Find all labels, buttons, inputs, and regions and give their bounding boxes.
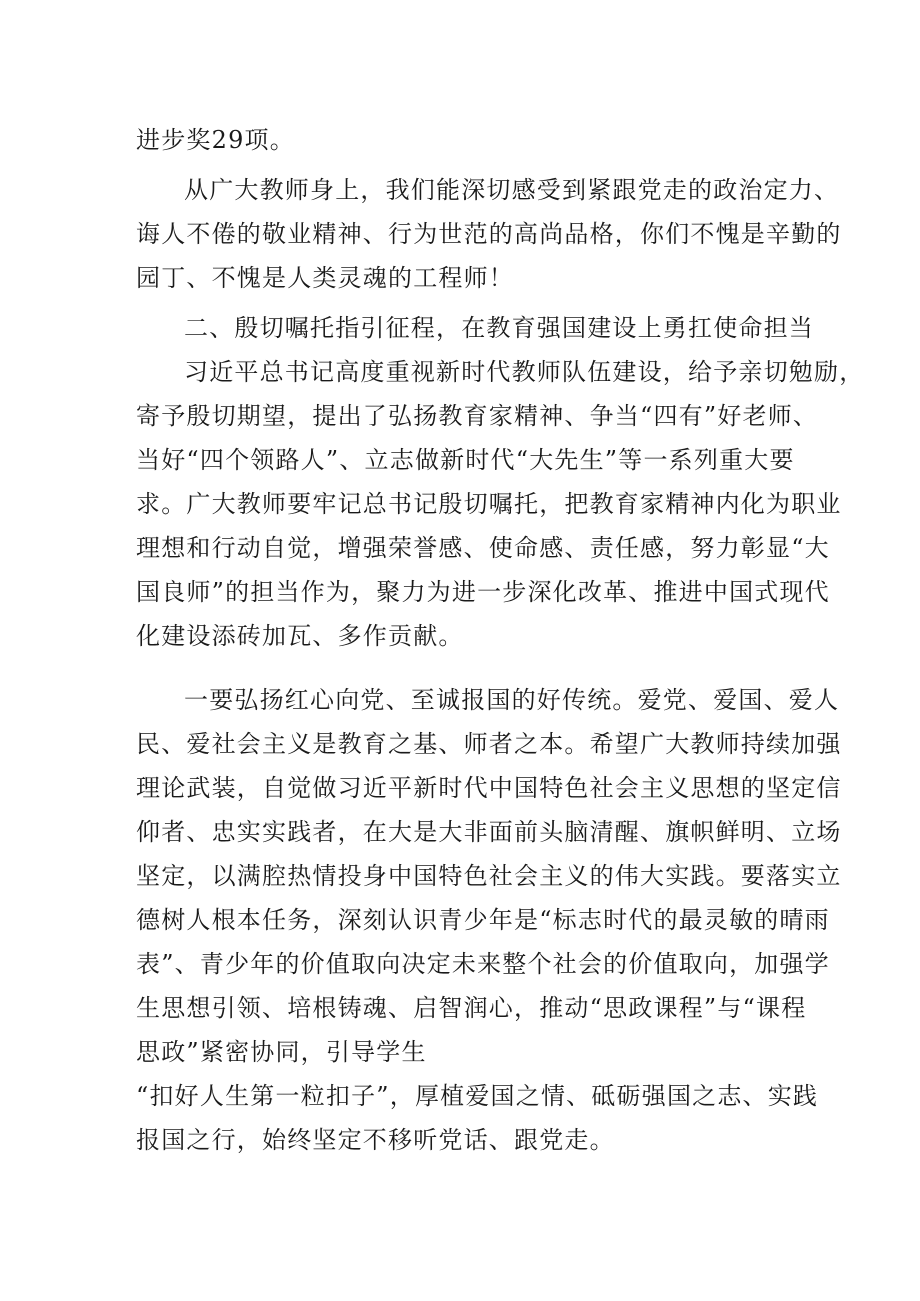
text-line: 坚定，以满腔热情投身中国特色社会主义的伟大实践。要落实立 [136,862,842,890]
text-line: 寄予殷切期望，提出了弘扬教育家精神、争当“四有”好老师、 [136,402,819,430]
spacer [136,658,796,678]
text-line: 从广大教师身上，我们能深切感受到紧跟党走的政治定力、 [184,176,840,204]
text-line: 化建设添砖加瓦、多作贡献。 [136,622,464,650]
text-line: 诲人不倦的敬业精神、行为世范的高尚品格，你们不愧是辛勤的 [136,220,842,248]
section-heading-text: 二、殷切嘱托指引征程，在教育强国建设上勇扛使命担当 [184,314,814,342]
text-line: 国良师”的担当作为，聚力为进一步深化改革、推进中国式现代 [136,578,830,606]
text-line: 一要弘扬红心向党、至诚报国的好传统。爱党、爱国、爱人 [184,686,840,714]
text-line: 当好“四个领路人”、立志做新时代“大先生”等一系列重大要 [136,446,795,474]
text-line: 生思想引领、培根铸魂、启智润心，推动“思政课程”与“课程 [136,994,807,1022]
text-line: 仰者、忠实实践者，在大是大非面前头脑清醒、旗帜鲜明、立场 [136,818,842,846]
text-line: “扣好人生第一粒扣子”，厚植爱国之情、砥砺强国之志、实践 [136,1082,819,1110]
document-body [136,118,865,1162]
paragraph-tradition [136,678,842,1162]
text-line: 思政”紧密协同，引导学生 [136,1038,427,1066]
text-line: 表”、青少年的价值取向决定未来整个社会的价值取向，加强学 [136,950,830,978]
text-line: 理论武装，自觉做习近平新时代中国特色社会主义思想的坚定信 [136,774,842,802]
text-line: 求。广大教师要牢记总书记殷切嘱托，把教育家精神内化为职业 [136,490,842,518]
text-line: 园丁、不愧是人类灵魂的工程师！ [136,264,514,292]
text-line: 理想和行动自觉，增强荣誉感、使命感、责任感，努力彰显“大 [136,534,830,562]
text-line: 习近平总书记高度重视新时代教师队伍建设，给予亲切勉励， [184,358,865,386]
text-line: 德树人根本任务，深刻认识青少年是“标志时代的最灵敏的晴雨 [136,906,830,934]
paragraph-instructions [136,350,865,658]
section-heading [136,306,814,350]
text-line: 报国之行，始终坚定不移听党话、跟党走。 [136,1126,615,1154]
text-line: 进步奖29项。 [136,126,295,154]
paragraph-continuation [136,118,796,162]
paragraph-teachers [136,168,842,300]
text-line: 民、爱社会主义是教育之基、师者之本。希望广大教师持续加强 [136,730,842,758]
